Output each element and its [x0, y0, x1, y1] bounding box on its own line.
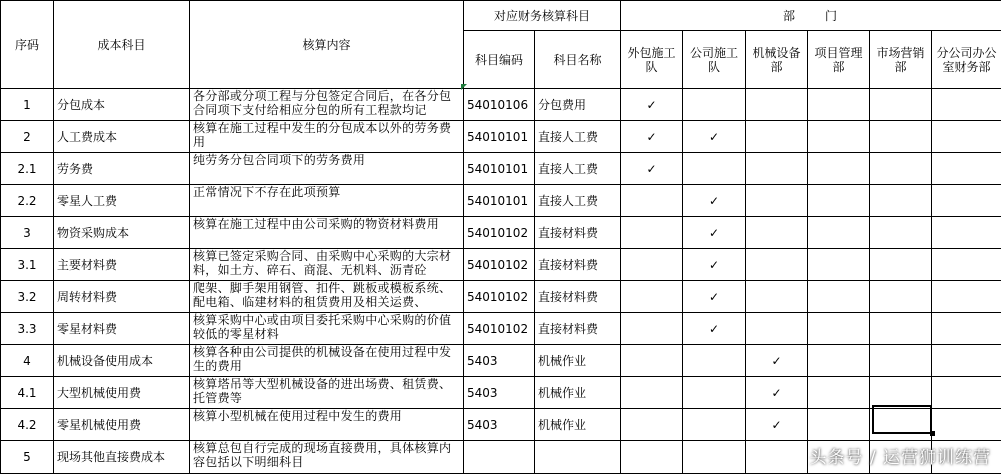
row-dept-2-check[interactable]: ✓	[683, 185, 746, 217]
row-content[interactable]: 正常情况下不存在此项预算	[190, 185, 464, 217]
row-seq[interactable]: 3.1	[1, 249, 54, 281]
table-row	[1, 377, 1001, 409]
row-dept-1-check[interactable]: ✓	[621, 89, 683, 121]
row-seq[interactable]: 1	[1, 89, 54, 121]
row-subject-code[interactable]: 54010101	[464, 153, 535, 185]
header-dept-6[interactable]: 分公司办公室财务部	[932, 31, 1001, 89]
row-dept-5-check[interactable]	[870, 185, 932, 217]
row-cost-subject[interactable]: 机械设备使用成本	[54, 345, 190, 377]
row-cost-subject[interactable]: 人工费成本	[54, 121, 190, 153]
row-dept-4-check[interactable]	[808, 121, 870, 153]
row-dept-2-check[interactable]	[683, 89, 746, 121]
row-dept-2-check[interactable]	[683, 153, 746, 185]
row-subject-name[interactable]	[535, 441, 621, 474]
table-row	[1, 249, 1001, 281]
row-dept-3-check[interactable]	[746, 185, 808, 217]
row-cost-subject[interactable]: 现场其他直接费成本	[54, 441, 190, 474]
header-row-1	[1, 1, 1001, 31]
row-dept-2-check[interactable]	[683, 441, 746, 474]
row-cost-subject[interactable]: 零星材料费	[54, 313, 190, 345]
table-row	[1, 345, 1001, 377]
row-cost-subject[interactable]: 零星人工费	[54, 185, 190, 217]
row-dept-4-check[interactable]	[808, 409, 870, 441]
row-content[interactable]: 各分部或分项工程与分包签定合同后，在各分包合同项下支付给相应分包的所有工程款均记	[190, 89, 464, 121]
row-dept-3-check[interactable]	[746, 441, 808, 474]
table-row	[1, 409, 1001, 441]
row-dept-1-check[interactable]	[621, 345, 683, 377]
row-content[interactable]: 核算小型机械在使用过程中发生的费用	[190, 409, 464, 441]
row-dept-3-check[interactable]	[746, 89, 808, 121]
row-dept-2-check[interactable]	[683, 377, 746, 409]
row-subject-code[interactable]: 54010101	[464, 185, 535, 217]
row-content[interactable]: 纯劳务分包合同项下的劳务费用	[190, 153, 464, 185]
row-subject-name[interactable]: 直接人工费	[535, 153, 621, 185]
row-dept-5-check[interactable]	[870, 217, 932, 249]
row-content[interactable]: 核算总包自行完成的现场直接费用，具体核算内容包括以下明细科目	[190, 441, 464, 474]
row-seq[interactable]: 4.2	[1, 409, 54, 441]
row-subject-name[interactable]: 机械作业	[535, 409, 621, 441]
row-dept-1-check[interactable]	[621, 185, 683, 217]
row-dept-3-check[interactable]	[746, 153, 808, 185]
row-dept-4-check[interactable]	[808, 153, 870, 185]
row-dept-1-check[interactable]	[621, 441, 683, 474]
row-cost-subject[interactable]: 周转材料费	[54, 281, 190, 313]
row-dept-3-check[interactable]	[746, 249, 808, 281]
header-dept-3[interactable]: 机械设备部	[746, 31, 808, 89]
row-subject-name[interactable]: 机械作业	[535, 345, 621, 377]
row-dept-5-check[interactable]	[870, 153, 932, 185]
row-dept-3-check[interactable]	[746, 121, 808, 153]
row-dept-5-check[interactable]	[870, 313, 932, 345]
row-dept-1-check[interactable]	[621, 377, 683, 409]
row-dept-6-check[interactable]	[932, 153, 1001, 185]
header-seq[interactable]: 序码	[1, 1, 54, 89]
row-cost-subject[interactable]: 物资采购成本	[54, 217, 190, 249]
row-dept-5-check[interactable]	[870, 89, 932, 121]
row-dept-4-check[interactable]	[808, 345, 870, 377]
row-content[interactable]: 核算采购中心或由项目委托采购中心采购的价值较低的零星材料	[190, 313, 464, 345]
row-cost-subject[interactable]: 劳务费	[54, 153, 190, 185]
row-dept-1-check[interactable]: ✓	[621, 153, 683, 185]
row-cost-subject[interactable]: 零星机械使用费	[54, 409, 190, 441]
row-dept-4-check[interactable]	[808, 249, 870, 281]
row-dept-2-check[interactable]: ✓	[683, 249, 746, 281]
row-content[interactable]: 核算塔吊等大型机械设备的进出场费、租赁费、托管费等	[190, 377, 464, 409]
row-seq[interactable]: 4	[1, 345, 54, 377]
row-subject-code[interactable]: 5403	[464, 409, 535, 441]
row-subject-code[interactable]	[464, 441, 535, 474]
row-cost-subject[interactable]: 主要材料费	[54, 249, 190, 281]
row-dept-4-check[interactable]	[808, 217, 870, 249]
row-dept-1-check[interactable]	[621, 249, 683, 281]
row-subject-code[interactable]: 54010102	[464, 281, 535, 313]
header-dept-1[interactable]: 外包施工队	[621, 31, 683, 89]
header-subject-code[interactable]: 科目编码	[464, 31, 535, 89]
header-dept-5[interactable]: 市场营销部	[870, 31, 932, 89]
row-dept-2-check[interactable]: ✓	[683, 313, 746, 345]
header-dept-group[interactable]: 部 门	[621, 1, 1001, 31]
row-content[interactable]: 爬架、脚手架用钢管、扣件、跳板或模板系统、配电箱、临建材料的租赁费用及相关运费、	[190, 281, 464, 313]
row-seq[interactable]: 4.1	[1, 377, 54, 409]
row-dept-6-check[interactable]	[932, 313, 1001, 345]
row-dept-3-check[interactable]	[746, 281, 808, 313]
row-seq[interactable]: 3	[1, 217, 54, 249]
row-dept-5-check[interactable]	[870, 345, 932, 377]
row-dept-4-check[interactable]	[808, 313, 870, 345]
row-subject-name[interactable]: 机械作业	[535, 377, 621, 409]
row-dept-6-check[interactable]	[932, 377, 1001, 409]
row-dept-3-check[interactable]: ✓	[746, 409, 808, 441]
header-cost-subject[interactable]: 成本科目	[54, 1, 190, 89]
row-dept-6-check[interactable]	[932, 121, 1001, 153]
row-dept-2-check[interactable]: ✓	[683, 281, 746, 313]
table-row	[1, 153, 1001, 185]
row-dept-6-check[interactable]	[932, 409, 1001, 441]
table-row	[1, 121, 1001, 153]
row-subject-code[interactable]: 5403	[464, 345, 535, 377]
row-dept-3-check[interactable]: ✓	[746, 345, 808, 377]
row-subject-code[interactable]: 54010101	[464, 121, 535, 153]
row-dept-4-check[interactable]	[808, 377, 870, 409]
row-dept-6-check[interactable]	[932, 345, 1001, 377]
row-dept-2-check[interactable]	[683, 345, 746, 377]
row-dept-3-check[interactable]: ✓	[746, 377, 808, 409]
row-subject-code[interactable]: 54010102	[464, 313, 535, 345]
row-seq[interactable]: 2.1	[1, 153, 54, 185]
row-dept-6-check[interactable]	[932, 185, 1001, 217]
row-dept-1-check[interactable]	[621, 281, 683, 313]
header-finance-group[interactable]: 对应财务核算科目	[464, 1, 621, 31]
row-dept-6-check[interactable]	[932, 249, 1001, 281]
row-seq[interactable]: 3.2	[1, 281, 54, 313]
row-content[interactable]: 核算在施工过程中发生的分包成本以外的劳务费用	[190, 121, 464, 153]
table-row	[1, 217, 1001, 249]
comment-indicator	[461, 84, 467, 90]
row-dept-5-check[interactable]	[870, 121, 932, 153]
row-seq[interactable]: 2	[1, 121, 54, 153]
row-subject-name[interactable]: 直接材料费	[535, 217, 621, 249]
row-seq[interactable]: 5	[1, 441, 54, 474]
row-subject-code[interactable]: 54010106	[464, 89, 535, 121]
row-dept-1-check[interactable]	[621, 313, 683, 345]
row-subject-code[interactable]: 54010102	[464, 217, 535, 249]
row-subject-name[interactable]: 直接人工费	[535, 185, 621, 217]
row-dept-6-check[interactable]	[932, 281, 1001, 313]
row-dept-2-check[interactable]: ✓	[683, 217, 746, 249]
row-dept-6-check[interactable]	[932, 89, 1001, 121]
table-row	[1, 281, 1001, 313]
row-dept-3-check[interactable]	[746, 217, 808, 249]
table-row	[1, 185, 1001, 217]
selected-cell-cursor[interactable]	[872, 405, 932, 434]
row-content[interactable]: 核算在施工过程中由公司采购的物资材料费用	[190, 217, 464, 249]
table-row	[1, 89, 1001, 121]
row-dept-5-check[interactable]	[870, 377, 932, 409]
row-subject-name[interactable]: 直接材料费	[535, 249, 621, 281]
row-dept-2-check[interactable]	[683, 409, 746, 441]
row-dept-1-check[interactable]	[621, 409, 683, 441]
row-content[interactable]: 核算已签定采购合同、由采购中心采购的大宗材料，如土方、碎石、商混、无机料、沥青砼	[190, 249, 464, 281]
watermark: 头条号 / 运营狮训练营	[809, 443, 991, 468]
row-dept-4-check[interactable]	[808, 89, 870, 121]
header-dept-4[interactable]: 项目管理部	[808, 31, 870, 89]
row-cost-subject[interactable]: 大型机械使用费	[54, 377, 190, 409]
row-dept-6-check[interactable]	[932, 217, 1001, 249]
row-subject-name[interactable]: 直接材料费	[535, 281, 621, 313]
row-subject-name[interactable]: 直接材料费	[535, 313, 621, 345]
row-dept-5-check[interactable]	[870, 249, 932, 281]
header-dept-2[interactable]: 公司施工队	[683, 31, 746, 89]
row-dept-1-check[interactable]	[621, 217, 683, 249]
row-subject-name[interactable]: 直接人工费	[535, 121, 621, 153]
row-seq[interactable]: 3.3	[1, 313, 54, 345]
row-content[interactable]: 核算各种由公司提供的机械设备在使用过程中发生的费用	[190, 345, 464, 377]
row-subject-code[interactable]: 5403	[464, 377, 535, 409]
row-dept-4-check[interactable]	[808, 281, 870, 313]
row-seq[interactable]: 2.2	[1, 185, 54, 217]
table-row	[1, 313, 1001, 345]
row-dept-4-check[interactable]	[808, 185, 870, 217]
fill-handle[interactable]	[930, 431, 935, 436]
header-subject-name[interactable]: 科目名称	[535, 31, 621, 89]
row-dept-3-check[interactable]	[746, 313, 808, 345]
row-subject-name[interactable]: 分包费用	[535, 89, 621, 121]
row-subject-code[interactable]: 54010102	[464, 249, 535, 281]
row-dept-5-check[interactable]	[870, 281, 932, 313]
row-dept-2-check[interactable]: ✓	[683, 121, 746, 153]
row-dept-1-check[interactable]: ✓	[621, 121, 683, 153]
row-cost-subject[interactable]: 分包成本	[54, 89, 190, 121]
header-content[interactable]: 核算内容	[190, 1, 464, 89]
